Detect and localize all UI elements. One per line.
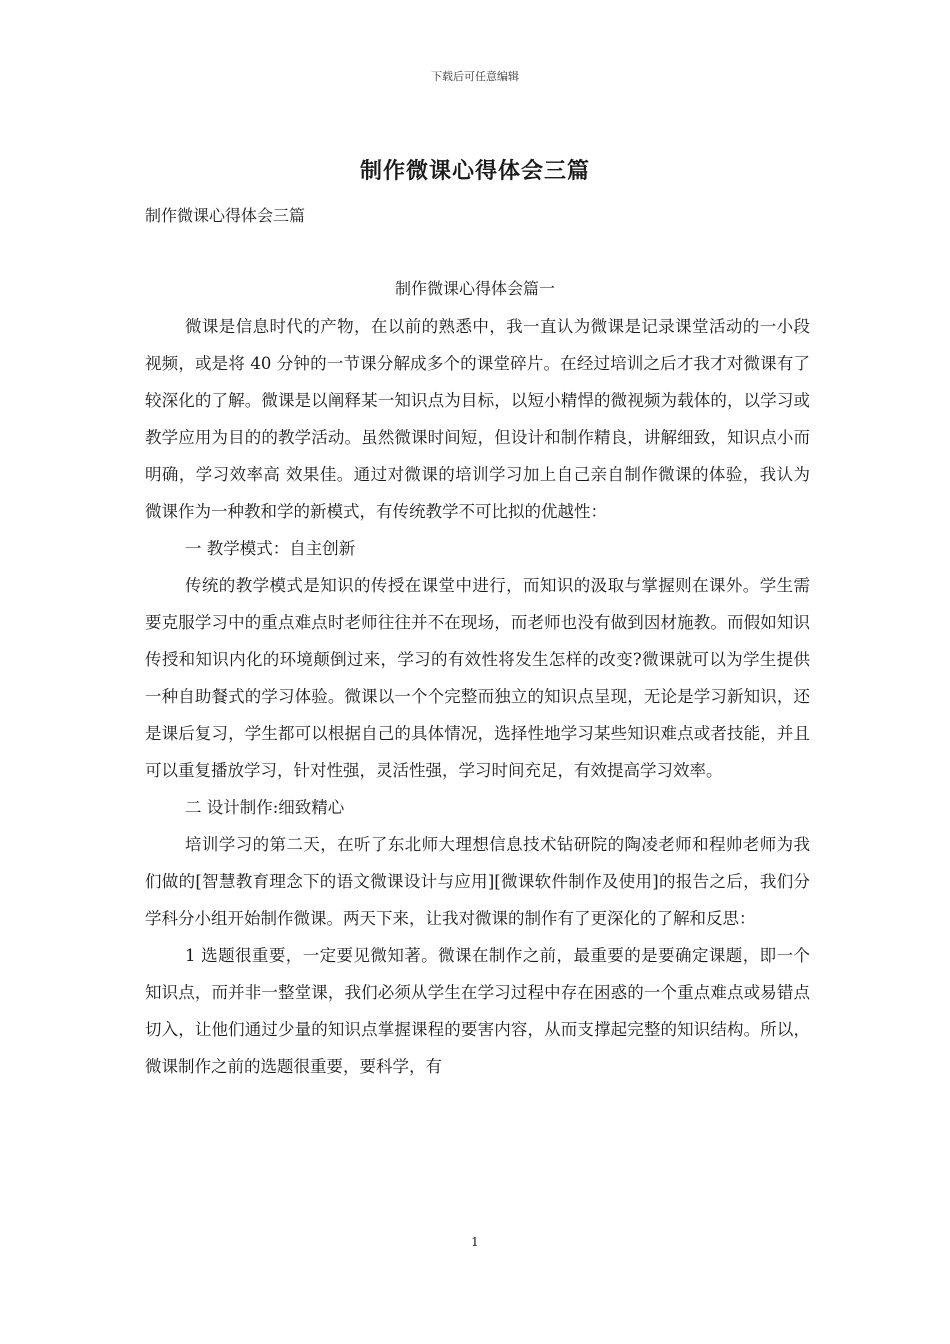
section-heading: 制作微课心得体会篇一 <box>394 279 555 298</box>
paragraph-teaching-mode: 传统的教学模式是知识的传授在课堂中进行，而知识的汲取与掌握则在课外。学生需要克服学习中的重点难点时老师往往并不在现场，而老师也没有做到因材施教。而假如知识传授和知识内化的环境颠倒过来，学习的有效性将发生怎样的改变?微课就可以为学生提供一种自助餐式的学习体验。微课以一个个完整而独立的知识点呈现，无论是学习新知识，还是课后复习，学生都可以根据自己的具体情况，选择性地学习某些知识难点或者技能，并且可以重复播放学习，针对性强，灵活性强，学习时间充足，有效提高学习效率。 <box>145 576 810 780</box>
document-title: 制作微课心得体会三篇 <box>359 158 590 184</box>
document-body <box>145 308 810 1085</box>
document-subtitle: 制作微课心得体会三篇 <box>145 206 306 225</box>
paragraph-heading-1: 一 教学模式：自主创新 <box>185 539 356 558</box>
page-header-note: 下载后可任意编辑 <box>431 70 519 83</box>
page-number: 1 <box>471 1235 479 1249</box>
paragraph-topic-selection: 1 选题很重要，一定要见微知著。微课在制作之前，最重要的是要确定课题，即一个知识点，而并非一整堂课，我们必须从学生在学习过程中存在困惑的一个重点难点或易错点切入，让他们通过少量的知识点掌握课程的要害内容，从而支撑起完整的知识结构。所以，微课制作之前的选题很重要，要科学，有 <box>145 946 810 1076</box>
paragraph-heading-2: 二 设计制作:细致精心 <box>185 798 345 817</box>
paragraph-training: 培训学习的第二天，在听了东北师大理想信息技术钻研院的陶凌老师和程帅老师为我们做的[智慧教育理念下的语文微课设计与应用][微课软件制作及使用]的报告之后，我们分学科分小组开始制作微课。两天下来，让我对微课的制作有了更深化的了解和反思： <box>145 835 810 928</box>
paragraph-intro: 微课是信息时代的产物，在以前的熟悉中，我一直认为微课是记录课堂活动的一小段视频，或是将 40 分钟的一节课分解成多个的课堂碎片。在经过培训之后才我才对微课有了较深化的了解。微课是以阐释某一知识点为目标，以短小精悍的微视频为载体的，以学习或教学应用为目的的教学活动。虽然微课时间短，但设计和制作精良，讲解细致，知识点小而明确，学习效率高 效果佳。通过对微课的培训学习加上自己亲自制作微课的体验，我认为微课作为一种教和学的新模式，有传统教学不可比拟的优越性： <box>145 317 810 521</box>
